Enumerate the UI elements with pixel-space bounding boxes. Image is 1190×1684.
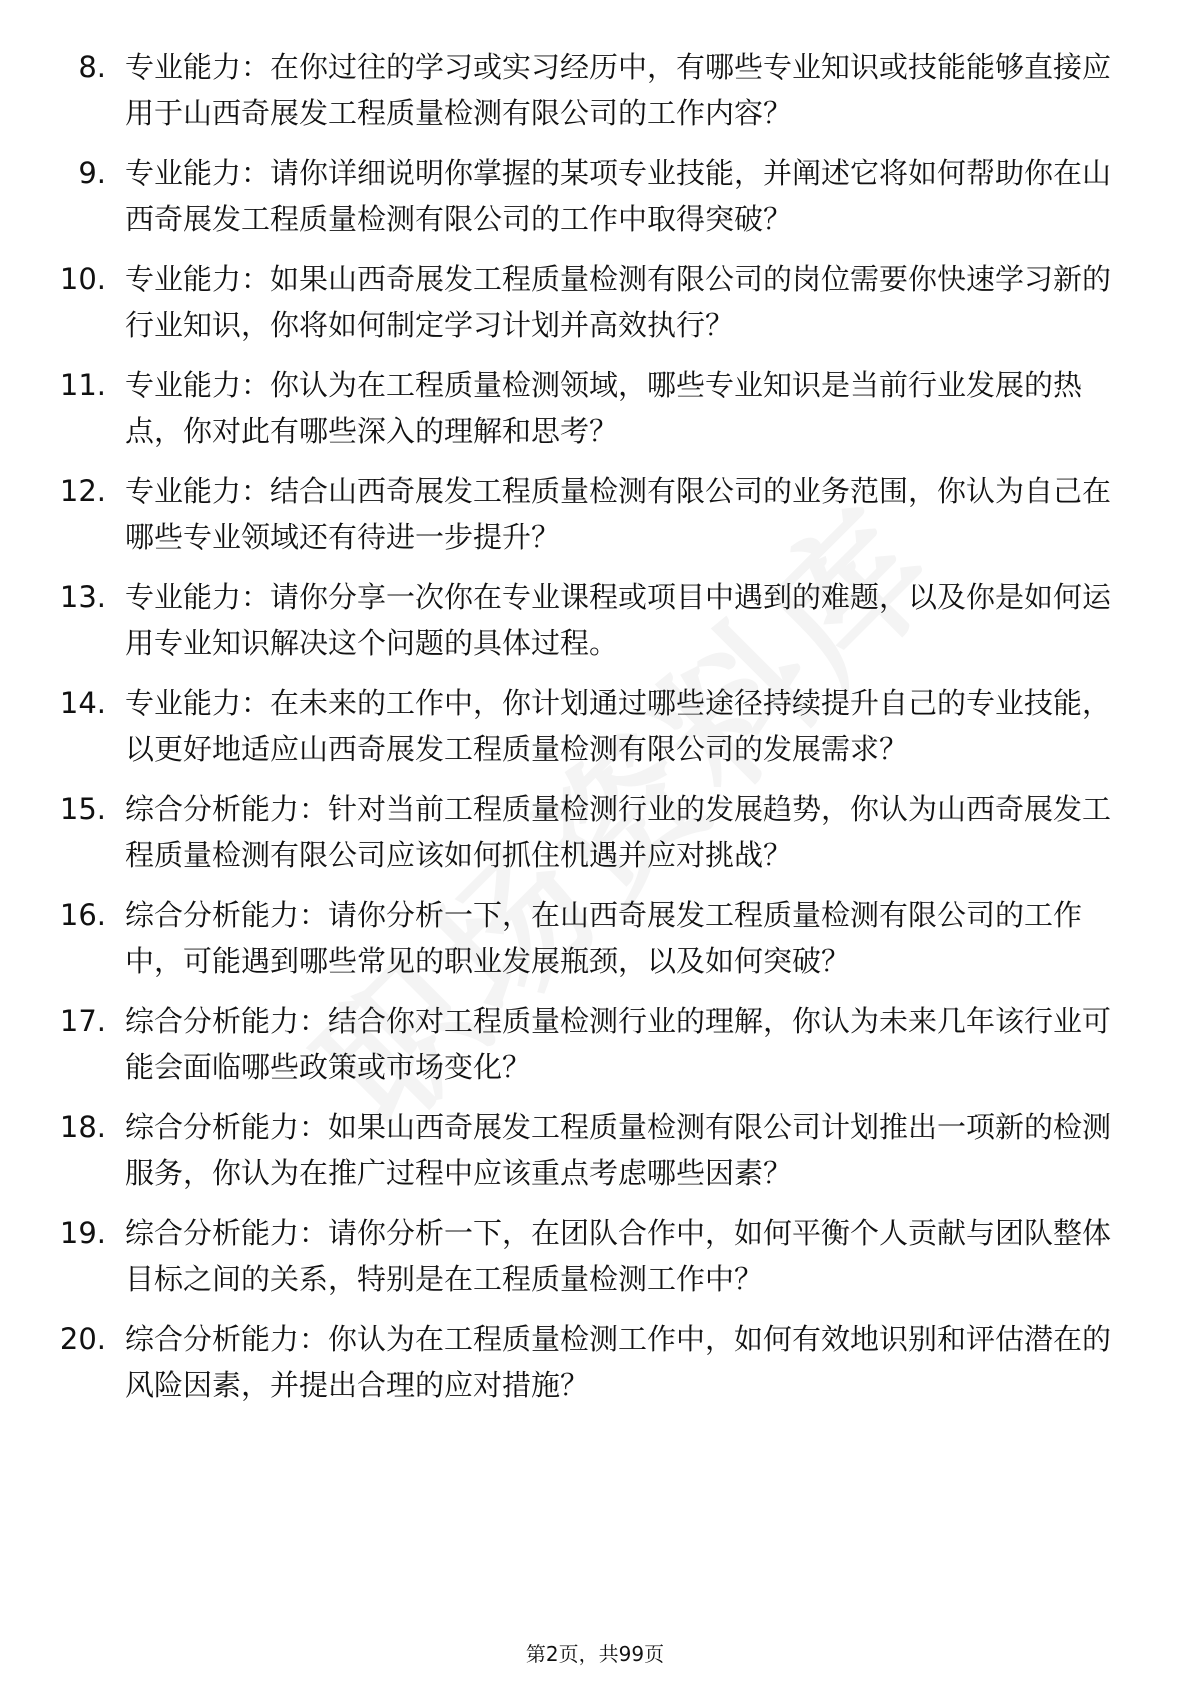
question-number: 14. xyxy=(59,686,106,720)
question-number: 9. xyxy=(78,156,106,190)
question-text: 综合分析能力：你认为在工程质量检测工作中，如何有效地识别和评估潜在的风险因素，并提出合理的应对措施？ xyxy=(125,1322,1112,1402)
question-item xyxy=(0,150,1190,242)
question-number: 17. xyxy=(59,1004,106,1038)
question-text: 综合分析能力：请你分析一下，在山西奇展发工程质量检测有限公司的工作中，可能遇到哪些常见的职业发展瓶颈，以及如何突破？ xyxy=(125,898,1083,978)
question-number: 13. xyxy=(59,580,106,614)
question-item xyxy=(0,256,1190,348)
question-number: 19. xyxy=(59,1216,106,1250)
question-number: 18. xyxy=(59,1110,106,1144)
question-item xyxy=(0,44,1190,136)
question-text: 专业能力：请你分享一次你在专业课程或项目中遇到的难题，以及你是如何运用专业知识解决这个问题的具体过程。 xyxy=(125,580,1112,660)
question-number: 11. xyxy=(59,368,106,402)
question-item xyxy=(0,786,1190,878)
question-item xyxy=(0,892,1190,984)
question-text: 综合分析能力：结合你对工程质量检测行业的理解，你认为未来几年该行业可能会面临哪些政策或市场变化？ xyxy=(125,1004,1112,1084)
question-item xyxy=(0,362,1190,454)
question-number: 12. xyxy=(59,474,106,508)
question-item xyxy=(0,1316,1190,1408)
question-number: 20. xyxy=(59,1322,106,1356)
question-item xyxy=(0,1104,1190,1196)
question-text: 综合分析能力：针对当前工程质量检测行业的发展趋势，你认为山西奇展发工程质量检测有限公司应该如何抓住机遇并应对挑战？ xyxy=(125,792,1112,872)
question-number: 10. xyxy=(59,262,106,296)
question-text: 专业能力：在未来的工作中，你计划通过哪些途径持续提升自己的专业技能，以更好地适应山西奇展发工程质量检测有限公司的发展需求？ xyxy=(125,686,1112,766)
question-text: 专业能力：如果山西奇展发工程质量检测有限公司的岗位需要你快速学习新的行业知识，你将如何制定学习计划并高效执行？ xyxy=(125,262,1112,342)
question-number: 8. xyxy=(78,50,106,84)
question-item xyxy=(0,1210,1190,1302)
question-number: 16. xyxy=(59,898,106,932)
question-text: 专业能力：请你详细说明你掌握的某项专业技能，并阐述它将如何帮助你在山西奇展发工程质量检测有限公司的工作中取得突破？ xyxy=(125,156,1112,236)
question-item xyxy=(0,680,1190,772)
page-footer xyxy=(0,1640,1190,1668)
question-list xyxy=(0,44,1190,1422)
question-text: 专业能力：你认为在工程质量检测领域，哪些专业知识是当前行业发展的热点，你对此有哪些深入的理解和思考？ xyxy=(125,368,1083,448)
question-text: 综合分析能力：如果山西奇展发工程质量检测有限公司计划推出一项新的检测服务，你认为在推广过程中应该重点考虑哪些因素？ xyxy=(125,1110,1112,1190)
question-text: 专业能力：在你过往的学习或实习经历中，有哪些专业知识或技能能够直接应用于山西奇展发工程质量检测有限公司的工作内容？ xyxy=(125,50,1112,130)
question-number: 15. xyxy=(59,792,106,826)
question-text: 专业能力：结合山西奇展发工程质量检测有限公司的业务范围，你认为自己在哪些专业领域还有待进一步提升？ xyxy=(125,474,1112,554)
page-number-label: 第2页，共99页 xyxy=(525,1642,665,1666)
question-text: 综合分析能力：请你分析一下，在团队合作中，如何平衡个人贡献与团队整体目标之间的关系，特别是在工程质量检测工作中？ xyxy=(125,1216,1112,1296)
question-item xyxy=(0,998,1190,1090)
question-item xyxy=(0,468,1190,560)
question-item xyxy=(0,574,1190,666)
